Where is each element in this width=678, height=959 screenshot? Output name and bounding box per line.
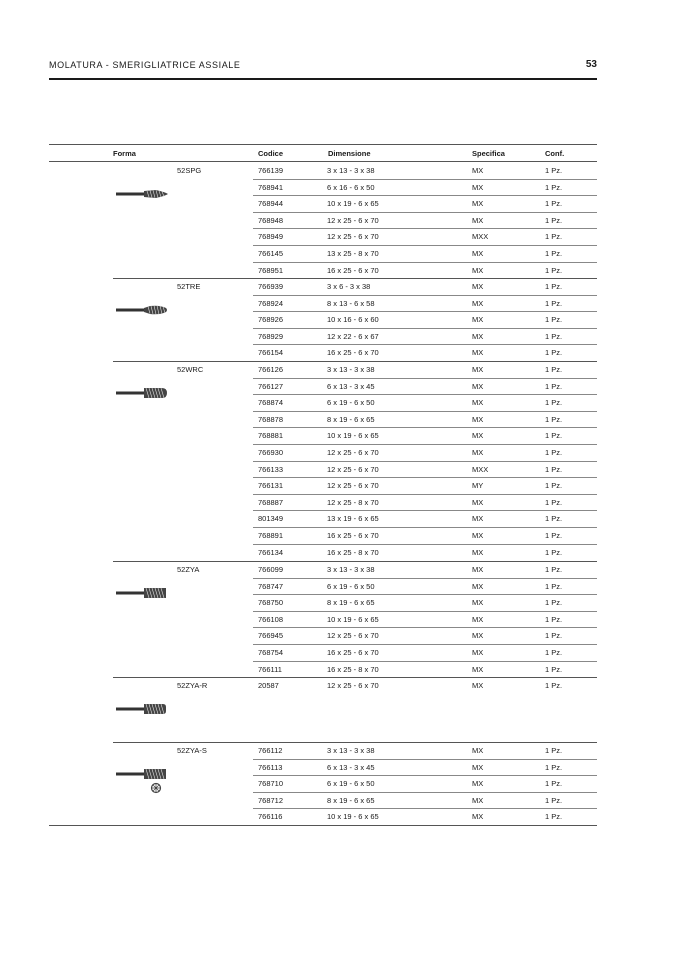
dimension: 16 x 25 - 6 x 70 [327, 531, 379, 540]
package-quantity: 1 Pz. [545, 365, 563, 374]
table-row [0, 792, 678, 809]
specification: MX [472, 282, 484, 291]
package-quantity: 1 Pz. [545, 779, 563, 789]
dimension: 8 x 19 - 6 x 65 [327, 414, 375, 424]
package-quantity: 1 Pz. [545, 812, 563, 822]
table-row [0, 759, 678, 776]
specification: MXX [472, 464, 489, 474]
specification: MX [472, 547, 484, 557]
package-quantity: 1 Pz. [545, 481, 563, 491]
product-code: 768924 [258, 298, 284, 308]
table-row [0, 262, 678, 279]
product-code: 766939 [258, 282, 284, 291]
dimension: 10 x 16 - 6 x 60 [327, 315, 379, 325]
package-quantity: 1 Pz. [545, 249, 563, 258]
model-code: 52ZYA-S [177, 746, 207, 755]
table-row [0, 411, 678, 428]
product-code: 766930 [258, 448, 284, 457]
table-row [0, 561, 678, 578]
specification: MX [472, 182, 484, 192]
dimension: 12 x 22 - 6 x 67 [327, 331, 379, 341]
model-code: 52TRE [177, 282, 201, 291]
package-quantity: 1 Pz. [545, 614, 563, 624]
package-quantity: 1 Pz. [545, 762, 563, 772]
table-row [0, 527, 678, 544]
product-code: 768887 [258, 497, 284, 507]
product-code: 766133 [258, 464, 284, 474]
specification: MX [472, 265, 484, 275]
table-row [0, 394, 678, 411]
package-quantity: 1 Pz. [545, 664, 563, 674]
product-code: 768948 [258, 215, 284, 225]
product-code: 768710 [258, 779, 284, 789]
package-quantity: 1 Pz. [545, 681, 563, 690]
package-quantity: 1 Pz. [545, 414, 563, 424]
specification: MX [472, 631, 484, 641]
product-code: 766099 [258, 565, 284, 574]
dimension: 16 x 25 - 6 x 70 [327, 265, 379, 275]
specification: MX [472, 365, 484, 374]
specification: MX [472, 431, 484, 441]
column-header-conf: Conf. [545, 149, 565, 158]
package-quantity: 1 Pz. [545, 348, 563, 358]
page-number: 53 [585, 59, 597, 70]
package-quantity: 1 Pz. [545, 298, 563, 308]
specification: MX [472, 581, 484, 591]
dimension: 6 x 16 - 6 x 50 [327, 182, 375, 192]
dimension: 12 x 25 - 6 x 70 [327, 232, 379, 242]
dimension: 16 x 25 - 8 x 70 [327, 547, 379, 557]
table-row [0, 427, 678, 444]
table-row [0, 444, 678, 461]
product-code: 766145 [258, 249, 284, 258]
dimension: 13 x 19 - 6 x 65 [327, 514, 379, 524]
product-code: 768929 [258, 331, 284, 341]
radius-end-cylinder-burr-icon [116, 702, 172, 721]
specification: MX [472, 298, 484, 308]
package-quantity: 1 Pz. [545, 746, 563, 755]
dimension: 10 x 19 - 6 x 65 [327, 812, 379, 822]
table-row [0, 510, 678, 527]
product-code: 768949 [258, 232, 284, 242]
package-quantity: 1 Pz. [545, 381, 563, 391]
dimension: 3 x 13 - 3 x 38 [327, 365, 375, 374]
dimension: 10 x 19 - 6 x 65 [327, 431, 379, 441]
specification: MX [472, 166, 484, 175]
dimension: 3 x 13 - 3 x 38 [327, 565, 375, 574]
table-row [0, 245, 678, 262]
specification: MX [472, 414, 484, 424]
dimension: 12 x 25 - 6 x 70 [327, 681, 379, 690]
product-code: 768747 [258, 581, 284, 591]
specification: MX [472, 249, 484, 258]
package-quantity: 1 Pz. [545, 598, 563, 608]
table-row [0, 661, 678, 678]
package-quantity: 1 Pz. [545, 398, 563, 408]
package-quantity: 1 Pz. [545, 581, 563, 591]
dimension: 6 x 13 - 3 x 45 [327, 381, 375, 391]
model-code: 52WRC [177, 365, 204, 374]
package-quantity: 1 Pz. [545, 265, 563, 275]
specification: MX [472, 514, 484, 524]
dimension: 6 x 19 - 6 x 50 [327, 398, 375, 408]
product-code: 801349 [258, 514, 284, 524]
specification: MX [472, 348, 484, 358]
table-row [0, 775, 678, 792]
specification: MX [472, 681, 484, 690]
specification: MY [472, 481, 484, 491]
table-row [0, 328, 678, 345]
specification: MX [472, 795, 484, 805]
product-code: 20587 [258, 681, 279, 690]
column-header-specifica: Specifica [472, 149, 505, 158]
specification: MX [472, 812, 484, 822]
table-row [0, 611, 678, 628]
specification: MX [472, 199, 484, 209]
dimension: 6 x 13 - 3 x 45 [327, 762, 375, 772]
product-code: 768750 [258, 598, 284, 608]
specification: MX [472, 315, 484, 325]
dimension: 12 x 25 - 6 x 70 [327, 448, 379, 457]
package-quantity: 1 Pz. [545, 282, 563, 291]
dimension: 3 x 6 - 3 x 38 [327, 282, 371, 291]
table-row [0, 195, 678, 212]
column-header-dimensione: Dimensione [328, 149, 371, 158]
product-code: 766111 [258, 664, 282, 674]
dimension: 16 x 25 - 6 x 70 [327, 648, 379, 657]
table-row [0, 295, 678, 312]
product-code: 768878 [258, 414, 284, 424]
package-quantity: 1 Pz. [545, 464, 563, 474]
column-header-codice: Codice [258, 149, 284, 158]
specification: MX [472, 531, 484, 540]
dimension: 12 x 25 - 6 x 70 [327, 215, 379, 225]
dimension: 12 x 25 - 6 x 70 [327, 631, 379, 641]
table-row [0, 644, 678, 661]
specification: MX [472, 398, 484, 408]
dimension: 6 x 19 - 6 x 50 [327, 779, 375, 789]
column-header-forma: Forma [113, 149, 136, 158]
product-code: 768926 [258, 315, 284, 325]
specification: MX [472, 664, 484, 674]
package-quantity: 1 Pz. [545, 648, 563, 657]
specification: MX [472, 762, 484, 772]
dimension: 8 x 19 - 6 x 65 [327, 795, 375, 805]
product-code: 768754 [258, 648, 284, 657]
product-code: 768941 [258, 182, 284, 192]
table-row [0, 578, 678, 595]
table-row [0, 311, 678, 328]
table-row [0, 228, 678, 245]
package-quantity: 1 Pz. [545, 431, 563, 441]
product-code: 766134 [258, 547, 284, 557]
table-row [0, 179, 678, 196]
product-code: 766127 [258, 381, 284, 391]
package-quantity: 1 Pz. [545, 514, 563, 524]
product-code: 768891 [258, 531, 284, 540]
specification: MX [472, 215, 484, 225]
specification: MX [472, 381, 484, 391]
package-quantity: 1 Pz. [545, 315, 563, 325]
product-code: 768881 [258, 431, 284, 441]
table-row [0, 742, 678, 759]
dimension: 16 x 25 - 8 x 70 [327, 664, 379, 674]
model-code: 52ZYA-R [177, 681, 208, 690]
dimension: 8 x 19 - 6 x 65 [327, 598, 375, 608]
product-code: 766131 [258, 481, 284, 491]
product-code: 768712 [258, 795, 284, 805]
table-row [0, 677, 678, 694]
table-row [0, 378, 678, 395]
package-quantity: 1 Pz. [545, 166, 563, 175]
dimension: 10 x 19 - 6 x 65 [327, 199, 379, 209]
product-code: 768874 [258, 398, 284, 408]
model-code: 52SPG [177, 166, 202, 175]
dimension: 10 x 19 - 6 x 65 [327, 614, 379, 624]
table-row [0, 544, 678, 561]
package-quantity: 1 Pz. [545, 795, 563, 805]
product-code: 766108 [258, 614, 284, 624]
model-code: 52ZYA [177, 565, 200, 574]
table-row [0, 494, 678, 511]
specification: MX [472, 448, 484, 457]
specification: MX [472, 779, 484, 789]
package-quantity: 1 Pz. [545, 631, 563, 641]
product-code: 768951 [258, 265, 284, 275]
dimension: 8 x 13 - 6 x 58 [327, 298, 375, 308]
dimension: 12 x 25 - 8 x 70 [327, 497, 379, 507]
product-code: 766139 [258, 166, 284, 175]
product-code: 766126 [258, 365, 284, 374]
package-quantity: 1 Pz. [545, 199, 563, 209]
dimension: 6 x 19 - 6 x 50 [327, 581, 375, 591]
dimension: 3 x 13 - 3 x 38 [327, 166, 375, 175]
dimension: 12 x 25 - 6 x 70 [327, 481, 379, 491]
product-code: 766112 [258, 746, 283, 755]
package-quantity: 1 Pz. [545, 331, 563, 341]
package-quantity: 1 Pz. [545, 565, 563, 574]
table-row [0, 461, 678, 478]
specification: MX [472, 648, 484, 657]
table-row [0, 212, 678, 229]
table-row [0, 477, 678, 494]
specification: MX [472, 565, 484, 574]
product-code: 766113 [258, 762, 283, 772]
specification: MX [472, 331, 484, 341]
specification: MXX [472, 232, 489, 242]
table-row [0, 162, 678, 179]
product-code: 768944 [258, 199, 284, 209]
specification: MX [472, 598, 484, 608]
table-row [0, 594, 678, 611]
dimension: 13 x 25 - 8 x 70 [327, 249, 379, 258]
package-quantity: 1 Pz. [545, 182, 563, 192]
table-row [0, 278, 678, 295]
section-title: MOLATURA - SMERIGLIATRICE ASSIALE [49, 60, 241, 70]
product-code: 766945 [258, 631, 284, 641]
dimension: 3 x 13 - 3 x 38 [327, 746, 375, 755]
product-code: 766154 [258, 348, 284, 358]
package-quantity: 1 Pz. [545, 497, 563, 507]
specification: MX [472, 746, 484, 755]
package-quantity: 1 Pz. [545, 448, 563, 457]
table-bottom-rule [49, 825, 597, 826]
specification: MX [472, 614, 484, 624]
table-row [0, 344, 678, 361]
package-quantity: 1 Pz. [545, 215, 563, 225]
package-quantity: 1 Pz. [545, 531, 563, 540]
table-row [0, 808, 678, 825]
table-row [0, 627, 678, 644]
table-row [0, 361, 678, 378]
package-quantity: 1 Pz. [545, 547, 563, 557]
specification: MX [472, 497, 484, 507]
dimension: 16 x 25 - 6 x 70 [327, 348, 379, 358]
package-quantity: 1 Pz. [545, 232, 563, 242]
product-code: 766116 [258, 812, 283, 822]
dimension: 12 x 25 - 6 x 70 [327, 464, 379, 474]
